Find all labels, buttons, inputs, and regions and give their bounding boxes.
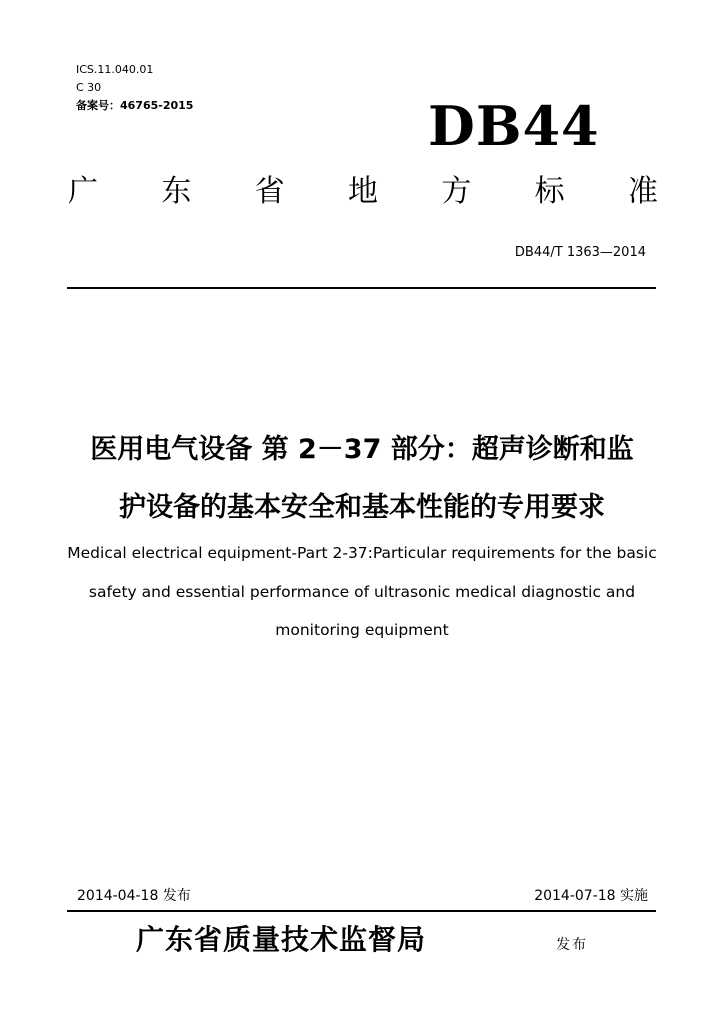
issue-label: 发布: [556, 937, 588, 953]
standard-type-char: 方: [441, 174, 472, 209]
standard-type-char: 广: [68, 174, 98, 209]
record-number: 备案号：46765-2015: [76, 99, 194, 112]
title-en-line-3: monitoring equipment: [275, 621, 449, 639]
standard-type-char: 准: [627, 174, 658, 209]
standard-type-char: 地: [347, 174, 378, 209]
ics-code: ICS.11.040.01: [76, 63, 154, 76]
title-en-line-1: Medical electrical equipment-Part 2-37:Particular requirements for the basic: [67, 544, 657, 562]
publish-date: 2014-04-18 发布: [77, 888, 191, 904]
issuing-authority: 广东省质量技术监督局: [136, 923, 427, 956]
db44-logo: DB44: [428, 94, 600, 158]
header-divider: [67, 287, 656, 289]
title-cn-line-2: 护设备的基本安全和基本性能的专用要求: [119, 492, 605, 523]
standard-number: DB44/T 1363—2014: [514, 245, 646, 260]
implement-date: 2014-07-18 实施: [534, 888, 648, 904]
footer-divider: [67, 910, 656, 912]
standard-type-char: 东: [161, 174, 192, 209]
standard-type-char: 省: [254, 174, 285, 209]
ccs-code: C 30: [76, 81, 102, 94]
title-en-line-2: safety and essential performance of ultrasonic medical diagnostic and: [88, 583, 636, 601]
standard-type-char: 标: [534, 174, 565, 209]
title-cn-line-1: 医用电气设备 第 2－37 部分：超声诊断和监: [90, 434, 634, 465]
standard-type-heading: [68, 172, 658, 212]
